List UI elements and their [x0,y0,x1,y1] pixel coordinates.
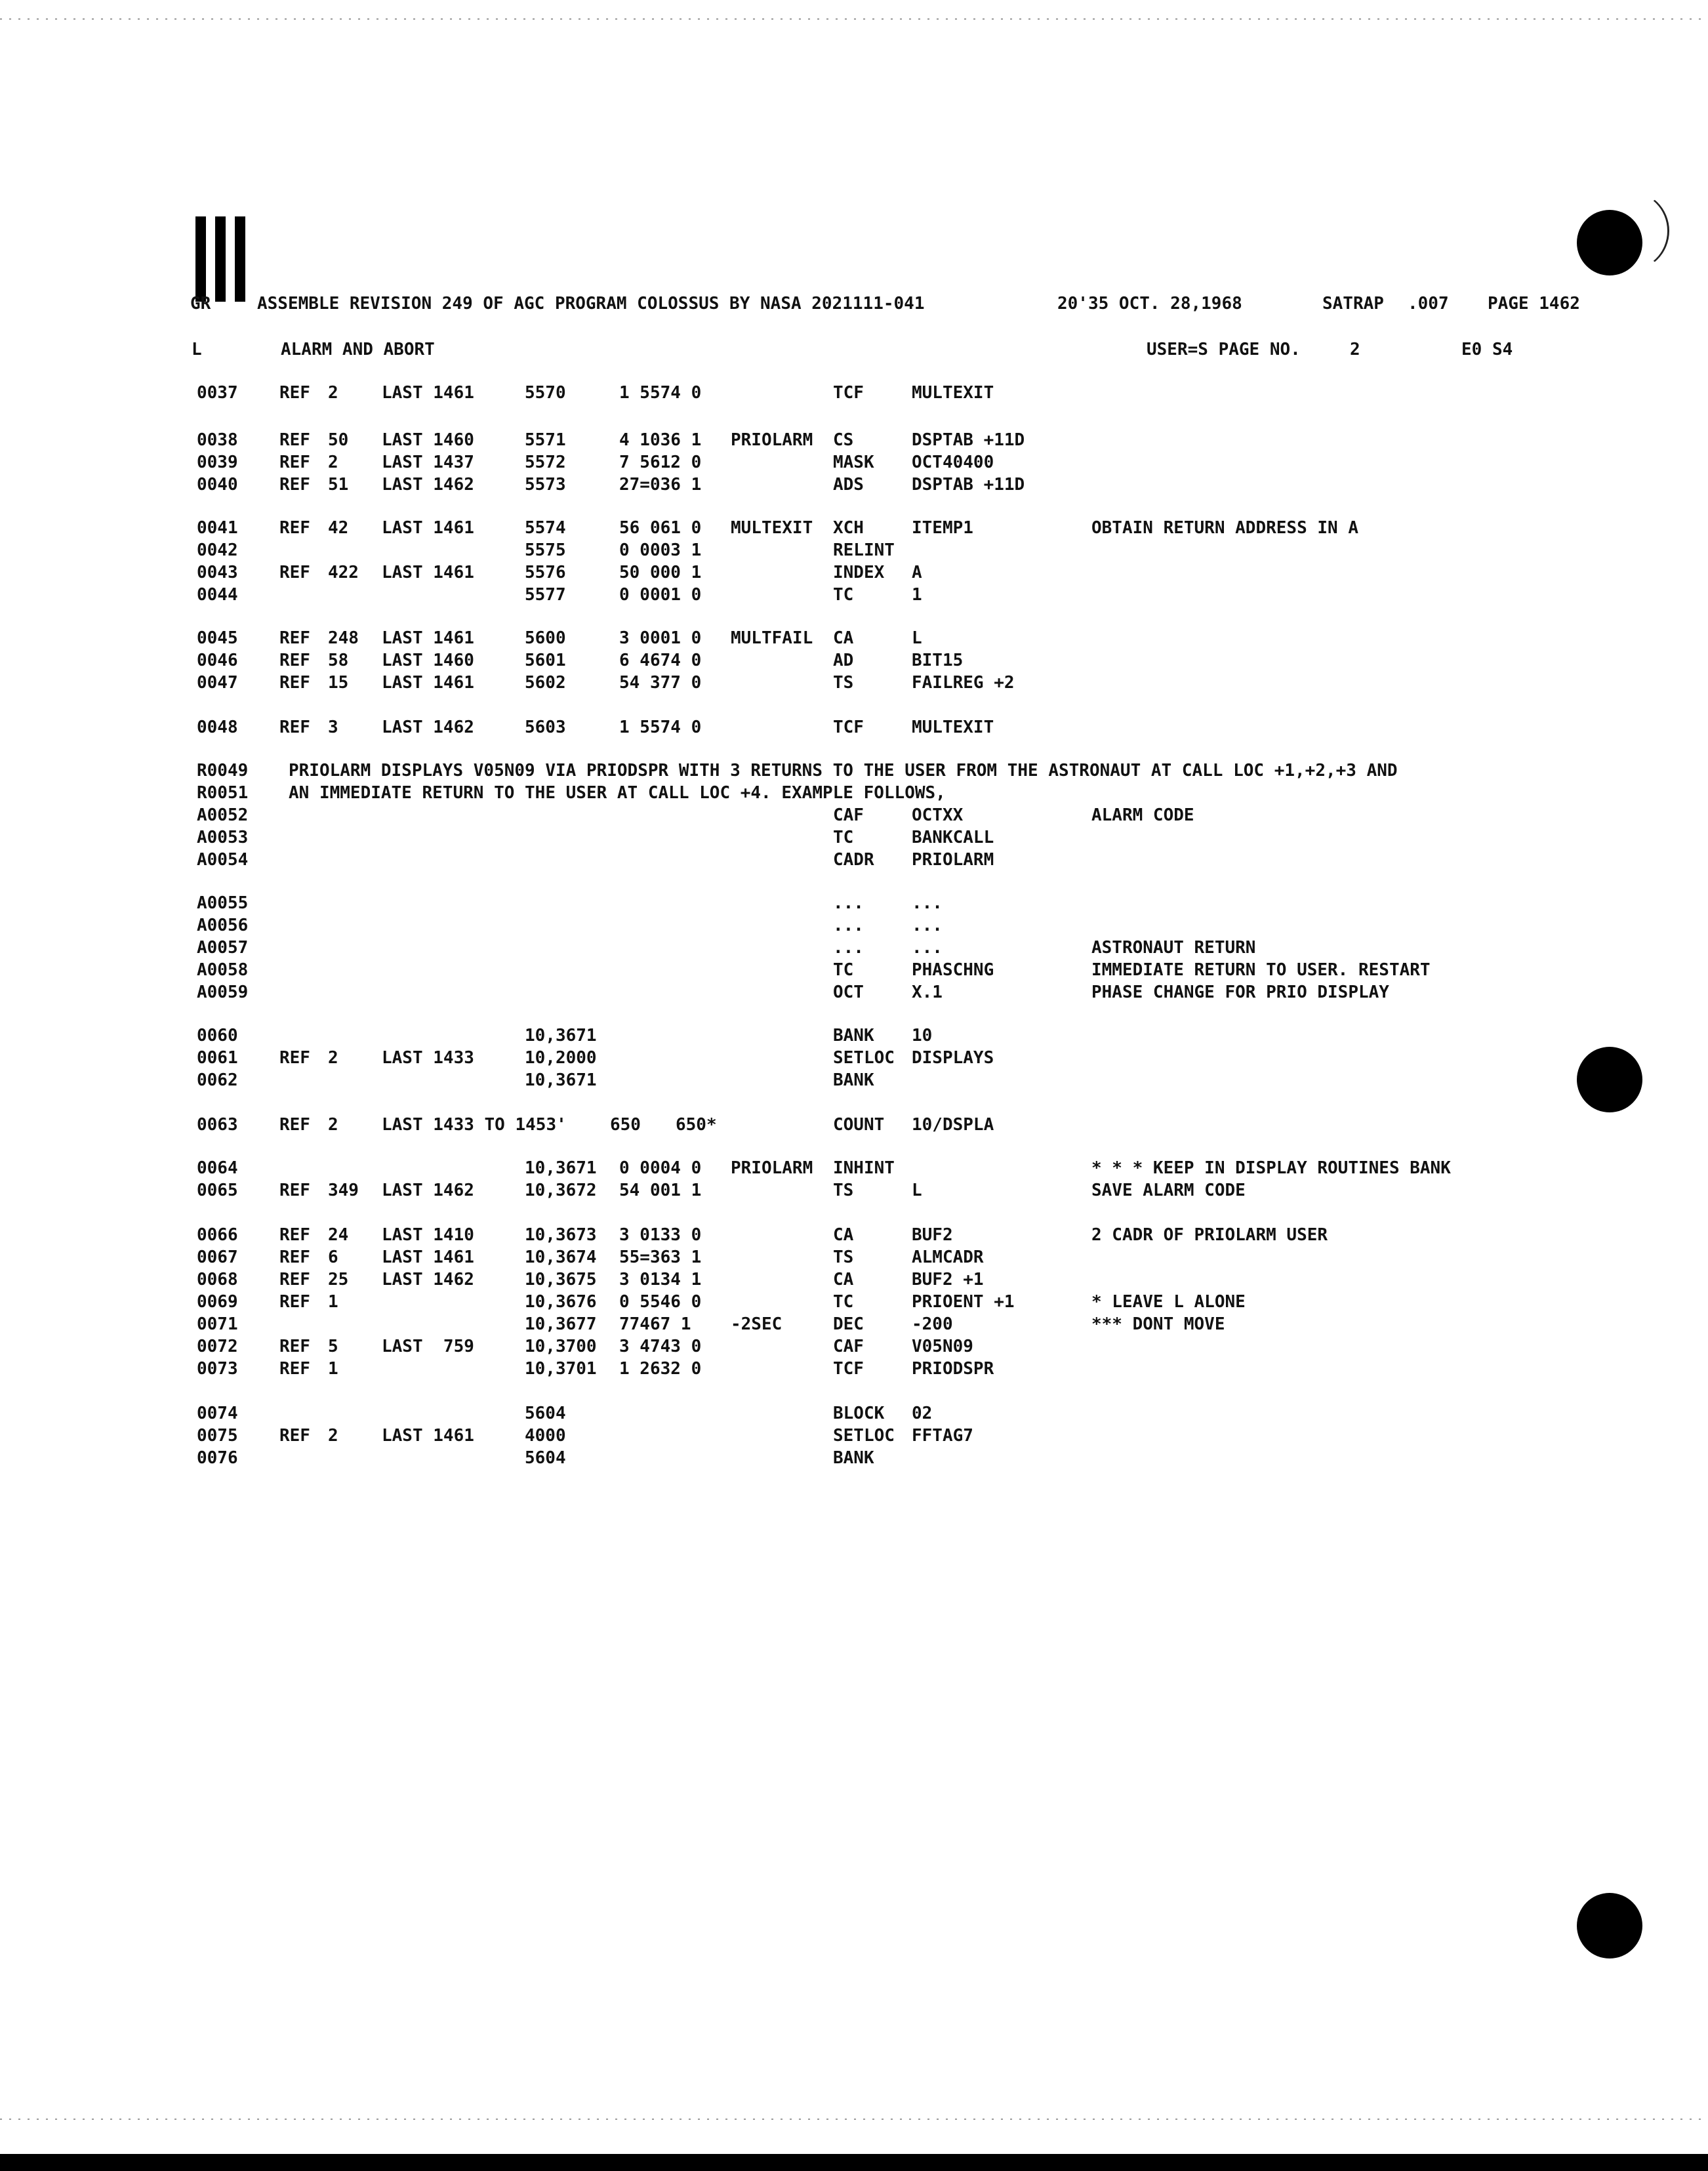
octal-word: 1 5574 0 [619,718,702,737]
opcode: INHINT [833,1158,895,1178]
last-ref: LAST 1462 [382,1270,474,1289]
operand: FFTAG7 [912,1426,973,1446]
address: 5570 [525,383,566,403]
address: 5602 [525,673,566,693]
satrap-label: SATRAP [1322,294,1384,314]
octal-word: 0 5546 0 [619,1292,702,1312]
ref-count: 5 [328,1337,338,1356]
last-ref: LAST 1460 [382,651,474,670]
operand: L [912,628,922,648]
last-ref: LAST 1462 [382,1181,474,1200]
opcode: CS [833,430,854,450]
last-ref: LAST 1433 [382,1048,474,1068]
address: 5573 [525,475,566,495]
address: 5604 [525,1448,566,1468]
operand: BIT15 [912,651,964,670]
operand: 02 [912,1404,933,1423]
opcode: BANK [833,1026,874,1045]
opcode: COUNT [833,1115,885,1135]
comment: ASTRONAUT RETURN [1091,938,1256,958]
user-page-number: 2 [1350,340,1360,359]
opcode: INDEX [833,563,885,582]
operand: DISPLAYS [912,1048,994,1068]
comment: 2 CADR OF PRIOLARM USER [1091,1225,1328,1245]
ref-count: 1 [328,1292,338,1312]
address: 5575 [525,540,566,560]
ref-count: 422 [328,563,359,582]
octal-word: 3 0134 1 [619,1270,702,1289]
operand: -200 [912,1314,953,1334]
ref-count: 2 [328,1426,338,1446]
ref-marker: REF [279,718,310,737]
last-ref: LAST 1461 [382,383,474,403]
address: 5604 [525,1404,566,1423]
last-ref: LAST 1433 TO 1453' [382,1115,567,1135]
line-number: A0055 [197,893,249,913]
opcode: BLOCK [833,1404,885,1423]
symbol-label: MULTFAIL [731,628,813,648]
last-ref: LAST 1410 [382,1225,474,1245]
operand: FAILREG +2 [912,673,1015,693]
punch-hole-bottom [1577,1893,1642,1958]
opcode: CAF [833,1337,864,1356]
ref-marker: REF [279,563,310,582]
line-number: 0068 [197,1270,238,1289]
octal-word: 55=363 1 [619,1248,702,1267]
line-number: 0075 [197,1426,238,1446]
line-number: 0064 [197,1158,238,1178]
line-number: 0074 [197,1404,238,1423]
ref-marker: REF [279,1426,310,1446]
operand: 10/DSPLA [912,1115,994,1135]
octal-word: 0 0001 0 [619,585,702,605]
section-title: ALARM AND ABORT [281,340,435,359]
scan-bottom-border [0,2154,1708,2171]
symbol-label: PRIOLARM [731,1158,813,1178]
line-number: 0062 [197,1070,238,1090]
operand: PHASCHNG [912,960,994,980]
symbol-label: -2SEC [731,1314,783,1334]
operand: OCT40400 [912,453,994,472]
last-ref: LAST 759 [382,1337,474,1356]
address: 10,3671 [525,1070,597,1090]
comment: *** DONT MOVE [1091,1314,1225,1334]
address: 650 [610,1115,641,1135]
operand: ... [912,938,943,958]
last-ref: LAST 1461 [382,628,474,648]
ref-marker: REF [279,1115,310,1135]
line-number: 0044 [197,585,238,605]
operand: X.1 [912,983,943,1002]
line-number: 0043 [197,563,238,582]
ref-count: 25 [328,1270,349,1289]
satrap-value: .007 [1408,294,1449,314]
line-number: 0076 [197,1448,238,1468]
ref-marker: REF [279,1359,310,1379]
address: 10,3674 [525,1248,597,1267]
line-number: R0049 [197,761,249,781]
last-ref: LAST 1460 [382,430,474,450]
address: 5600 [525,628,566,648]
opcode: TS [833,673,854,693]
binder-bars [195,216,254,304]
ref-marker: REF [279,453,310,472]
opcode: CADR [833,850,874,870]
address: 5601 [525,651,566,670]
ref-count: 6 [328,1248,338,1267]
operand: ... [912,893,943,913]
octal-word: 650* [676,1115,717,1135]
ref-count: 2 [328,383,338,403]
opcode: TCF [833,718,864,737]
ref-marker: REF [279,1337,310,1356]
last-ref: LAST 1461 [382,518,474,538]
line-number: A0057 [197,938,249,958]
operand: BUF2 [912,1225,953,1245]
ref-marker: REF [279,1292,310,1312]
operand: DSPTAB +11D [912,475,1025,495]
user-page-label: USER=S PAGE NO. [1147,340,1301,359]
opcode: TCF [833,1359,864,1379]
comment: SAVE ALARM CODE [1091,1181,1246,1200]
ref-marker: REF [279,475,310,495]
ref-count: 2 [328,1115,338,1135]
octal-word: 0 0004 0 [619,1158,702,1178]
ref-marker: REF [279,628,310,648]
line-number: 0041 [197,518,238,538]
address: 10,2000 [525,1048,597,1068]
opcode: DEC [833,1314,864,1334]
opcode: RELINT [833,540,895,560]
opcode: MASK [833,453,874,472]
address: 10,3677 [525,1314,597,1334]
ref-count: 58 [328,651,349,670]
last-ref: LAST 1461 [382,1248,474,1267]
ref-marker: REF [279,1270,310,1289]
octal-word: 54 377 0 [619,673,702,693]
line-number: 0067 [197,1248,238,1267]
opcode: TC [833,1292,854,1312]
address: 5576 [525,563,566,582]
ref-count: 2 [328,453,338,472]
operand: A [912,563,922,582]
operand: ALMCADR [912,1248,984,1267]
line-number: 0039 [197,453,238,472]
symbol-label: MULTEXIT [731,518,813,538]
opcode: TS [833,1248,854,1267]
line-number: A0054 [197,850,249,870]
remark-text: AN IMMEDIATE RETURN TO THE USER AT CALL LOC +4. EXAMPLE FOLLOWS, [289,783,946,803]
ref-count: 42 [328,518,349,538]
operand: 10 [912,1026,933,1045]
line-number: 0073 [197,1359,238,1379]
address: 5603 [525,718,566,737]
octal-word: 0 0003 1 [619,540,702,560]
line-number: 0038 [197,430,238,450]
code-mark: GR [190,294,211,314]
opcode: TS [833,1181,854,1200]
line-number: 0071 [197,1314,238,1334]
assembly-timestamp: 20'35 OCT. 28,1968 [1057,294,1242,314]
opcode: XCH [833,518,864,538]
opcode: AD [833,651,854,670]
octal-word: 3 4743 0 [619,1337,702,1356]
comment: OBTAIN RETURN ADDRESS IN A [1091,518,1358,538]
ref-marker: REF [279,651,310,670]
ref-count: 2 [328,1048,338,1068]
address: 5574 [525,518,566,538]
last-ref: LAST 1462 [382,718,474,737]
page-number: PAGE 1462 [1488,294,1580,314]
opcode: TC [833,828,854,847]
eo-code: E0 S4 [1461,340,1513,359]
last-ref: LAST 1437 [382,453,474,472]
ref-count: 349 [328,1181,359,1200]
remark-text: PRIOLARM DISPLAYS V05N09 VIA PRIODSPR WITH 3 RETURNS TO THE USER FROM THE ASTRONAUT AT CALL LOC +1,+2,+3 AND [289,761,1398,781]
ref-count: 15 [328,673,349,693]
opcode: OCT [833,983,864,1002]
octal-word: 27=036 1 [619,475,702,495]
ref-count: 3 [328,718,338,737]
assembly-title: ASSEMBLE REVISION 249 OF AGC PROGRAM COLOSSUS BY NASA 2021111-041 [257,294,925,314]
ref-marker: REF [279,1181,310,1200]
line-number: 0048 [197,718,238,737]
address: 5577 [525,585,566,605]
top-scan-edge [0,18,1708,20]
line-number: 0060 [197,1026,238,1045]
operand: V05N09 [912,1337,973,1356]
octal-word: 77467 1 [619,1314,691,1334]
bottom-scan-edge [0,2119,1708,2120]
address: 10,3671 [525,1026,597,1045]
line-number: 0066 [197,1225,238,1245]
opcode: TC [833,585,854,605]
line-number: 0046 [197,651,238,670]
opcode: BANK [833,1448,874,1468]
line-number: 0072 [197,1337,238,1356]
operand: MULTEXIT [912,383,994,403]
address: 10,3676 [525,1292,597,1312]
opcode: ... [833,938,864,958]
ref-marker: REF [279,430,310,450]
address: 10,3672 [525,1181,597,1200]
ref-marker: REF [279,383,310,403]
ref-count: 50 [328,430,349,450]
line-number: 0037 [197,383,238,403]
comment: ALARM CODE [1091,805,1194,825]
line-number: 0045 [197,628,238,648]
opcode: TC [833,960,854,980]
opcode: BANK [833,1070,874,1090]
operand: 1 [912,585,922,605]
address: 10,3671 [525,1158,597,1178]
ref-marker: REF [279,673,310,693]
line-number: A0059 [197,983,249,1002]
operand: DSPTAB +11D [912,430,1025,450]
line-number: R0051 [197,783,249,803]
octal-word: 3 0001 0 [619,628,702,648]
comment: PHASE CHANGE FOR PRIO DISPLAY [1091,983,1389,1002]
octal-word: 4 1036 1 [619,430,702,450]
line-number: 0069 [197,1292,238,1312]
operand: MULTEXIT [912,718,994,737]
operand: ITEMP1 [912,518,973,538]
ref-marker: REF [279,518,310,538]
opcode: ADS [833,475,864,495]
address: 4000 [525,1426,566,1446]
punch-hole-ring [1587,190,1669,272]
operand: BANKCALL [912,828,994,847]
comment: * LEAVE L ALONE [1091,1292,1246,1312]
last-ref: LAST 1461 [382,563,474,582]
ref-count: 24 [328,1225,349,1245]
address: 5572 [525,453,566,472]
operand: L [912,1181,922,1200]
last-ref: LAST 1461 [382,1426,474,1446]
line-number: 0042 [197,540,238,560]
line-number: 0065 [197,1181,238,1200]
octal-word: 56 061 0 [619,518,702,538]
octal-word: 7 5612 0 [619,453,702,472]
opcode: TCF [833,383,864,403]
address: 10,3701 [525,1359,597,1379]
octal-word: 54 001 1 [619,1181,702,1200]
ref-count: 51 [328,475,349,495]
line-number: 0061 [197,1048,238,1068]
line-number: A0053 [197,828,249,847]
ref-marker: REF [279,1248,310,1267]
opcode: CAF [833,805,864,825]
opcode: CA [833,628,854,648]
line-number: 0063 [197,1115,238,1135]
symbol-label: PRIOLARM [731,430,813,450]
ref-marker: REF [279,1048,310,1068]
operand: PRIOENT +1 [912,1292,1015,1312]
opcode: ... [833,893,864,913]
octal-word: 1 2632 0 [619,1359,702,1379]
address: 10,3675 [525,1270,597,1289]
address: 5571 [525,430,566,450]
octal-word: 50 000 1 [619,563,702,582]
operand: PRIODSPR [912,1359,994,1379]
opcode: CA [833,1225,854,1245]
comment: IMMEDIATE RETURN TO USER. RESTART [1091,960,1431,980]
punch-hole-middle [1577,1047,1642,1112]
octal-word: 1 5574 0 [619,383,702,403]
line-number: A0052 [197,805,249,825]
last-ref: LAST 1462 [382,475,474,495]
octal-word: 3 0133 0 [619,1225,702,1245]
section-letter: L [192,340,202,359]
opcode: SETLOC [833,1048,895,1068]
line-number: 0040 [197,475,238,495]
operand: OCTXX [912,805,964,825]
operand: ... [912,916,943,935]
octal-word: 6 4674 0 [619,651,702,670]
line-number: A0058 [197,960,249,980]
opcode: ... [833,916,864,935]
operand: BUF2 +1 [912,1270,984,1289]
ref-marker: REF [279,1225,310,1245]
ref-count: 248 [328,628,359,648]
opcode: SETLOC [833,1426,895,1446]
opcode: CA [833,1270,854,1289]
ref-count: 1 [328,1359,338,1379]
line-number: A0056 [197,916,249,935]
address: 10,3673 [525,1225,597,1245]
comment: * * * KEEP IN DISPLAY ROUTINES BANK [1091,1158,1451,1178]
operand: PRIOLARM [912,850,994,870]
last-ref: LAST 1461 [382,673,474,693]
address: 10,3700 [525,1337,597,1356]
line-number: 0047 [197,673,238,693]
